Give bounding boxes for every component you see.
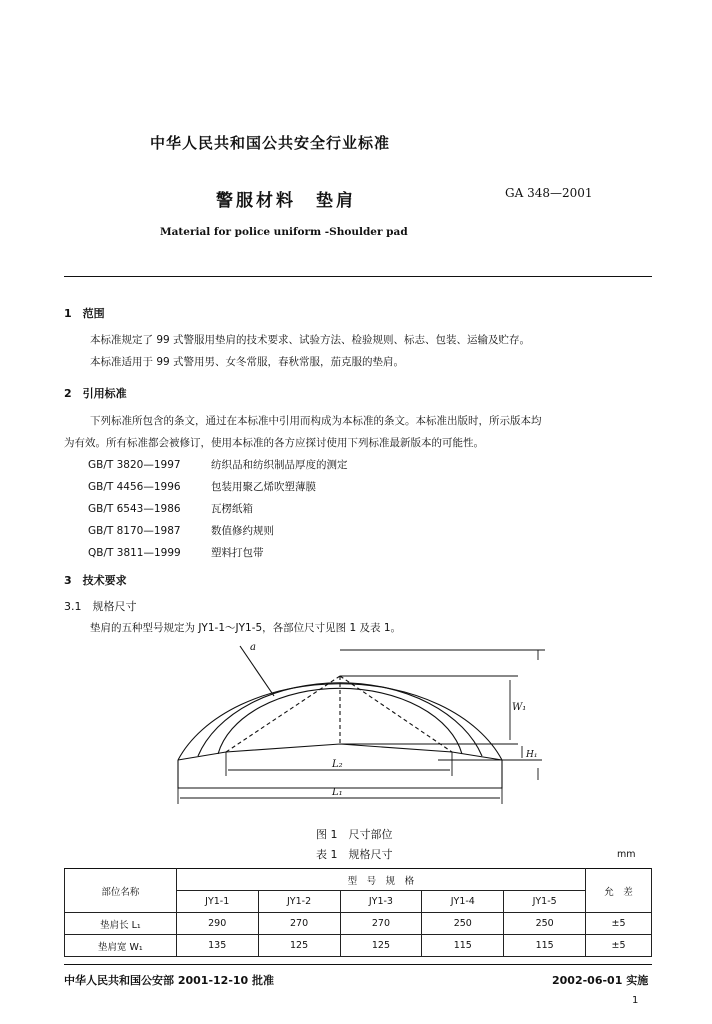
reference-item — [88, 545, 264, 560]
reference-item — [88, 501, 253, 516]
reference-title: 数值修约规则 — [211, 525, 274, 537]
table-header-row — [65, 869, 652, 891]
reference-title: 纺织品和纺织制品厚度的测定 — [211, 459, 348, 471]
model-group-header: 型 号 规 格 — [176, 869, 585, 891]
model-cell: JY1-1 — [176, 891, 258, 913]
reference-title: 包装用聚乙烯吹塑薄膜 — [211, 481, 316, 493]
standard-title-en: Material for police uniform -Shoulder pad — [160, 226, 408, 238]
apex-lines — [226, 676, 452, 752]
value-cell: 115 — [422, 935, 504, 957]
table-row — [65, 913, 652, 935]
label-h1: H₁ — [526, 750, 538, 760]
value-cell: 270 — [340, 913, 422, 935]
label-l1: L₁ — [332, 787, 343, 798]
reference-item — [88, 457, 348, 472]
shoulder-pad-diagram — [170, 640, 550, 810]
section-1-para-1: 本标准规定了 99 式警服用垫肩的技术要求、试验方法、检验规则、标志、包装、运输及贮存。 — [90, 334, 531, 346]
reference-item — [88, 523, 274, 538]
section-1-para-2: 本标准适用于 99 式警用男、女冬常服，春秋常服，茄克服的垫肩。 — [90, 356, 405, 368]
reference-code: QB/T 3811—1999 — [88, 547, 181, 559]
label-a: a — [250, 642, 256, 653]
approval-line: 中华人民共和国公安部 2001-12-10 批准 — [64, 974, 275, 987]
section-2-para-line-1: 下列标准所包含的条文，通过在本标准中引用而构成为本标准的条文。本标准出版时，所示版本均 — [90, 415, 542, 427]
label-w1: W₁ — [512, 702, 527, 713]
row-name: 垫肩长 L₁ — [65, 913, 177, 935]
part-name-header: 部位名称 — [65, 869, 177, 913]
model-cell: JY1-5 — [504, 891, 586, 913]
model-cell: JY1-4 — [422, 891, 504, 913]
value-cell: 250 — [422, 913, 504, 935]
table-row — [65, 935, 652, 957]
tolerance-cell: ±5 — [586, 913, 652, 935]
model-cell: JY1-2 — [258, 891, 340, 913]
value-cell: 115 — [504, 935, 586, 957]
reference-code: GB/T 8170—1987 — [88, 525, 181, 537]
value-cell: 125 — [258, 935, 340, 957]
table-caption: 表 1 规格尺寸 — [316, 848, 393, 861]
value-cell: 135 — [176, 935, 258, 957]
section-3-heading: 3 技术要求 — [64, 574, 127, 587]
tolerance-cell: ±5 — [586, 935, 652, 957]
section-1-heading: 1 范围 — [64, 307, 105, 320]
table-unit: mm — [617, 849, 636, 860]
header-rule — [64, 276, 652, 277]
reference-code: GB/T 6543—1986 — [88, 503, 181, 515]
model-cell: JY1-3 — [340, 891, 422, 913]
value-cell: 290 — [176, 913, 258, 935]
reference-code: GB/T 3820—1997 — [88, 459, 181, 471]
page-number: 1 — [632, 995, 639, 1006]
reference-code: GB/T 4456—1996 — [88, 481, 181, 493]
section-3-para-1: 垫肩的五种型号规定为 JY1-1～JY1-5，各部位尺寸见图 1 及表 1。 — [90, 622, 402, 634]
effective-date: 2002-06-01 实施 — [552, 974, 649, 987]
value-cell: 250 — [504, 913, 586, 935]
row-name: 垫肩宽 W₁ — [65, 935, 177, 957]
value-cell: 125 — [340, 935, 422, 957]
a-leader — [240, 646, 274, 696]
reference-title: 塑料打包带 — [211, 547, 264, 559]
reference-item — [88, 479, 316, 494]
spec-table — [64, 868, 652, 957]
standard-title: 警服材料 垫肩 — [216, 191, 356, 211]
org-title: 中华人民共和国公共安全行业标准 — [150, 134, 391, 152]
label-l2: L₂ — [332, 759, 343, 770]
subsection-3-1-heading: 3.1 规格尺寸 — [64, 600, 137, 613]
tolerance-header: 允 差 — [586, 869, 652, 913]
standard-code: GA 348—2001 — [505, 186, 593, 200]
section-2-heading: 2 引用标准 — [64, 387, 127, 400]
reference-title: 瓦楞纸箱 — [211, 503, 253, 515]
footer-rule — [64, 964, 652, 965]
section-2-para-line-2: 为有效。所有标准都会被修订，使用本标准的各方应探讨使用下列标准最新版本的可能性。 — [64, 437, 484, 449]
value-cell: 270 — [258, 913, 340, 935]
figure-caption: 图 1 尺寸部位 — [316, 828, 393, 841]
